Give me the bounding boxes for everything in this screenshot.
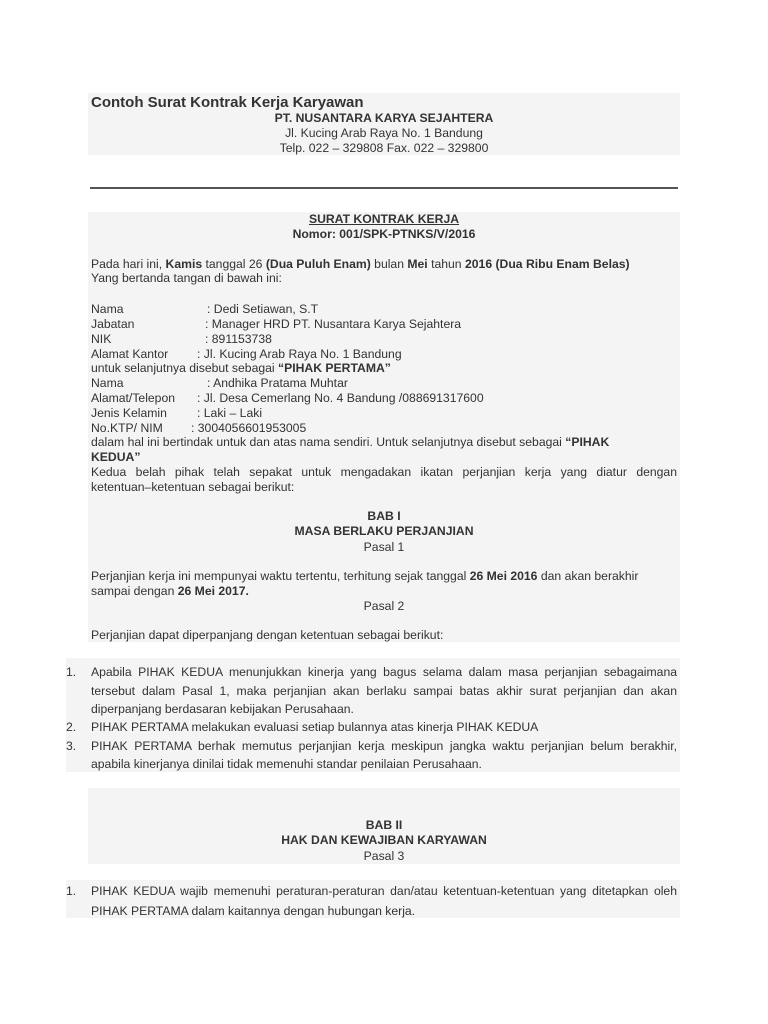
letter-heading: SURAT KONTRAK KERJA <box>308 212 460 226</box>
list-number: 3. <box>66 739 77 753</box>
party2-ktp: No.KTP/ NIM : 3004056601953005 <box>91 421 307 435</box>
party2-name: Nama : Andhika Pratama Muhtar <box>91 376 348 390</box>
list-number: 2. <box>66 720 77 734</box>
party1-office: Alamat Kantor : Jl. Kucing Arab Raya No. 1 Bandung <box>91 347 402 361</box>
list-item-3-line-2: apabila kinerjanya dinilai tidak memenuhi standar penilaian Perusahaan. <box>91 757 482 771</box>
bab1-label: BAB I <box>367 509 401 523</box>
company-address: Jl. Kucing Arab Raya No. 1 Bandung <box>285 126 483 140</box>
letter-number: Nomor: 001/SPK-PTNKS/V/2016 <box>292 227 476 241</box>
party1-name: Nama : Dedi Setiawan, S.T <box>91 302 319 316</box>
pasal2-label: Pasal 2 <box>363 599 405 613</box>
list-item-3-line-1: PIHAK PERTAMA berhak memutus perjanjian kerja meskipun jangka waktu perjanjian belum berakhir, <box>91 739 677 753</box>
list-item-1-line-1: Apabila PIHAK KEDUA menunjukkan kinerja yang bagus selama dalam masa perjanjian sebagaimana <box>91 665 677 679</box>
intro-line-2: Yang bertanda tangan di bawah ini: <box>91 271 282 285</box>
pasal3-label: Pasal 3 <box>363 849 405 863</box>
list-number: 1. <box>66 665 77 679</box>
party2-address: Alamat/Telepon : Jl. Desa Cemerlang No. 4 Bandung /088691317600 <box>91 391 484 405</box>
divider <box>90 187 678 189</box>
company-name: PT. NUSANTARA KARYA SEJAHTERA <box>274 111 494 125</box>
party1-position: Jabatan : Manager HRD PT. Nusantara Karya Sejahtera <box>91 317 462 331</box>
pasal2-text: Perjanjian dapat diperpanjang dengan ketentuan sebagai berikut: <box>91 628 444 642</box>
list-number: 1. <box>66 884 77 898</box>
party2-reference-cont: KEDUA” <box>91 450 141 464</box>
list-item-2-line-1: PIHAK PERTAMA melakukan evaluasi setiap bulannya atas kinerja PIHAK KEDUA <box>91 720 539 734</box>
party1-reference: untuk selanjutnya disebut sebagai “PIHAK PERTAMA” <box>91 361 391 375</box>
bab2-item-1-line-1: PIHAK KEDUA wajib memenuhi peraturan-peraturan dan/atau ketentuan-ketentuan yang ditetapkan oleh <box>91 884 677 898</box>
party2-gender: Jenis Kelamin : Laki – Laki <box>91 406 263 420</box>
pasal1-text: Perjanjian kerja ini mempunyai waktu tertentu, terhitung sejak tanggal 26 Mei 2016 dan akan berakhir <box>91 569 639 583</box>
intro-line: Pada hari ini, Kamis tanggal 26 (Dua Puluh Enam) bulan Mei tahun 2016 (Dua Ribu Enam Belas) <box>91 257 630 271</box>
party2-reference: dalam hal ini bertindak untuk dan atas nama sendiri. Untuk selanjutnya disebut sebagai “PIHAK <box>91 435 610 449</box>
bab2-title: HAK DAN KEWAJIBAN KARYAWAN <box>281 833 487 847</box>
pasal1-text-2: sampai dengan 26 Mei 2017. <box>91 584 249 598</box>
company-phone: Telp. 022 – 329808 Fax. 022 – 329800 <box>279 141 489 155</box>
party1-nik: NIK : 891153738 <box>91 332 272 346</box>
list-item-1-line-3: diperpanjang berdasaran kebijakan Perusahaan. <box>91 702 354 716</box>
list-item-1-line-2: tersebut dalam Pasal 1, maka perjanjian akan berlaku sampai batas akhir surat perjanjian dan akan <box>91 684 677 698</box>
pasal1-label: Pasal 1 <box>363 540 405 554</box>
agreement-line-1: Kedua belah pihak telah sepakat untuk mengadakan ikatan perjanjian kerja yang diatur dengan <box>91 465 677 479</box>
agreement-line-2: ketentuan–ketentuan sebagai berikut: <box>91 480 295 494</box>
page-title: Contoh Surat Kontrak Kerja Karyawan <box>91 94 364 111</box>
bab2-label: BAB II <box>365 818 403 832</box>
bab1-title: MASA BERLAKU PERJANJIAN <box>294 524 474 538</box>
bab2-item-1-line-2: PIHAK PERTAMA dalam kaitannya dengan hubungan kerja. <box>91 904 416 918</box>
